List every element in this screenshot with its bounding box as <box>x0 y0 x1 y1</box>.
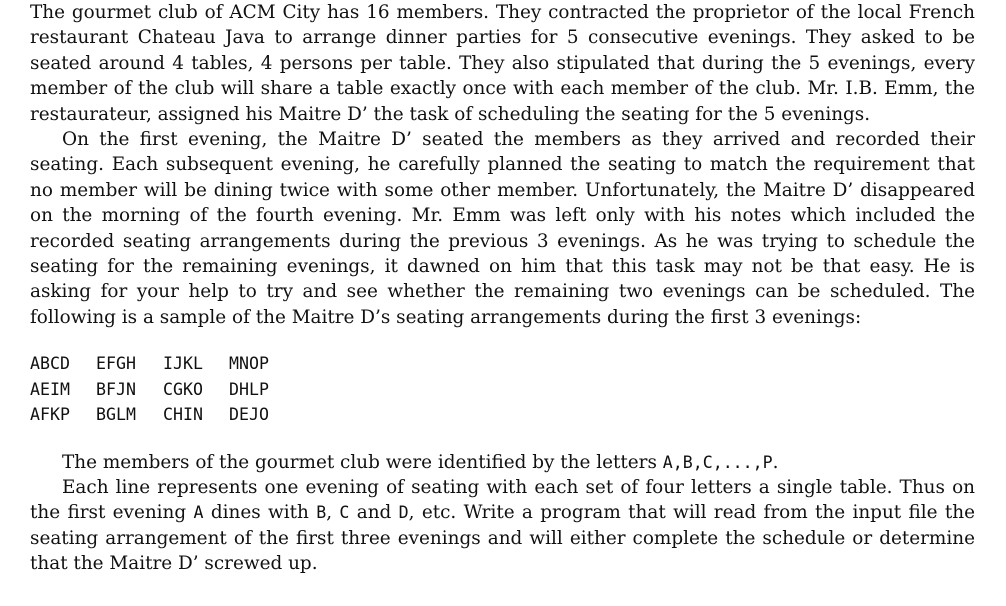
member-letter: D <box>398 503 409 523</box>
members-text-before: The members of the gourmet club were identified by the letters <box>62 451 663 473</box>
table-cell: DEJO <box>229 405 269 425</box>
table-cell: EFGH <box>96 354 136 374</box>
seating-sample <box>30 351 975 427</box>
seating-evening-1 <box>30 351 975 376</box>
seating-evening-2 <box>30 377 975 402</box>
story-paragraph: On the first evening, the Maitre D’ seated the members as they arrived and recorded their seating. Each subsequent evening, he carefully planned the seating to match the requirement that no member will be dining twice with some other member. Unfortunately, the Maitre D’ disappeared on the morning of the fourth evening. Mr. Emm was left only with his notes which included the recorded seating arrangements during the previous 3 evenings. As he was trying to schedule the seating for the remaining evenings, it dawned on him that this task may not be that easy. He is asking for your help to try and see whether the remaining two evenings can be scheduled. The following is a sample of the Maitre D’s seating arrangements during the first 3 evenings: <box>30 129 975 328</box>
table-cell: DHLP <box>229 379 269 399</box>
member-letter: A <box>193 503 204 523</box>
members-letters: A,B,C,...,P <box>662 452 773 472</box>
member-letter: C <box>339 503 350 523</box>
explanation-text: dines with <box>203 502 317 524</box>
members-paragraph <box>30 450 975 475</box>
table-cell: CHIN <box>163 405 203 425</box>
intro-paragraph: The gourmet club of ACM City has 16 members. They contracted the proprietor of the local French restaurant Chateau Java to arrange dinner parties for 5 consecutive evenings. They asked to be seated around 4 tables, 4 persons per table. They also stipulated that during the 5 evenings, every member of the club will share a table exactly once with each member of the club. Mr. I.B. Emm, the restaurateur, assigned his Maitre D’ the task of scheduling the seating for the 5 evenings. <box>30 2 975 125</box>
member-letter: B <box>316 503 327 523</box>
explanation-text: and <box>349 502 399 524</box>
table-cell: ABCD <box>30 354 70 374</box>
table-cell: CGKO <box>163 379 203 399</box>
problem-statement <box>30 0 975 577</box>
explanation-text: Each line represents one evening of seating with each set of four letters a single table. Thus on the first evening <box>30 476 975 524</box>
table-cell: BFJN <box>96 379 136 399</box>
table-cell: BGLM <box>96 405 136 425</box>
table-cell: AFKP <box>30 405 70 425</box>
table-cell: IJKL <box>163 354 203 374</box>
explanation-text: , <box>326 502 340 524</box>
explanation-paragraph <box>30 475 975 577</box>
seating-evening-3 <box>30 402 975 427</box>
table-cell: AEIM <box>30 379 70 399</box>
table-cell: MNOP <box>229 354 269 374</box>
explanation-text: , etc. Write a program that will read from the input file the seating arrangement of the first three evenings and will either complete the schedule or determine that the Maitre D’ screwed up. <box>30 502 975 575</box>
members-text-after: . <box>772 451 779 473</box>
